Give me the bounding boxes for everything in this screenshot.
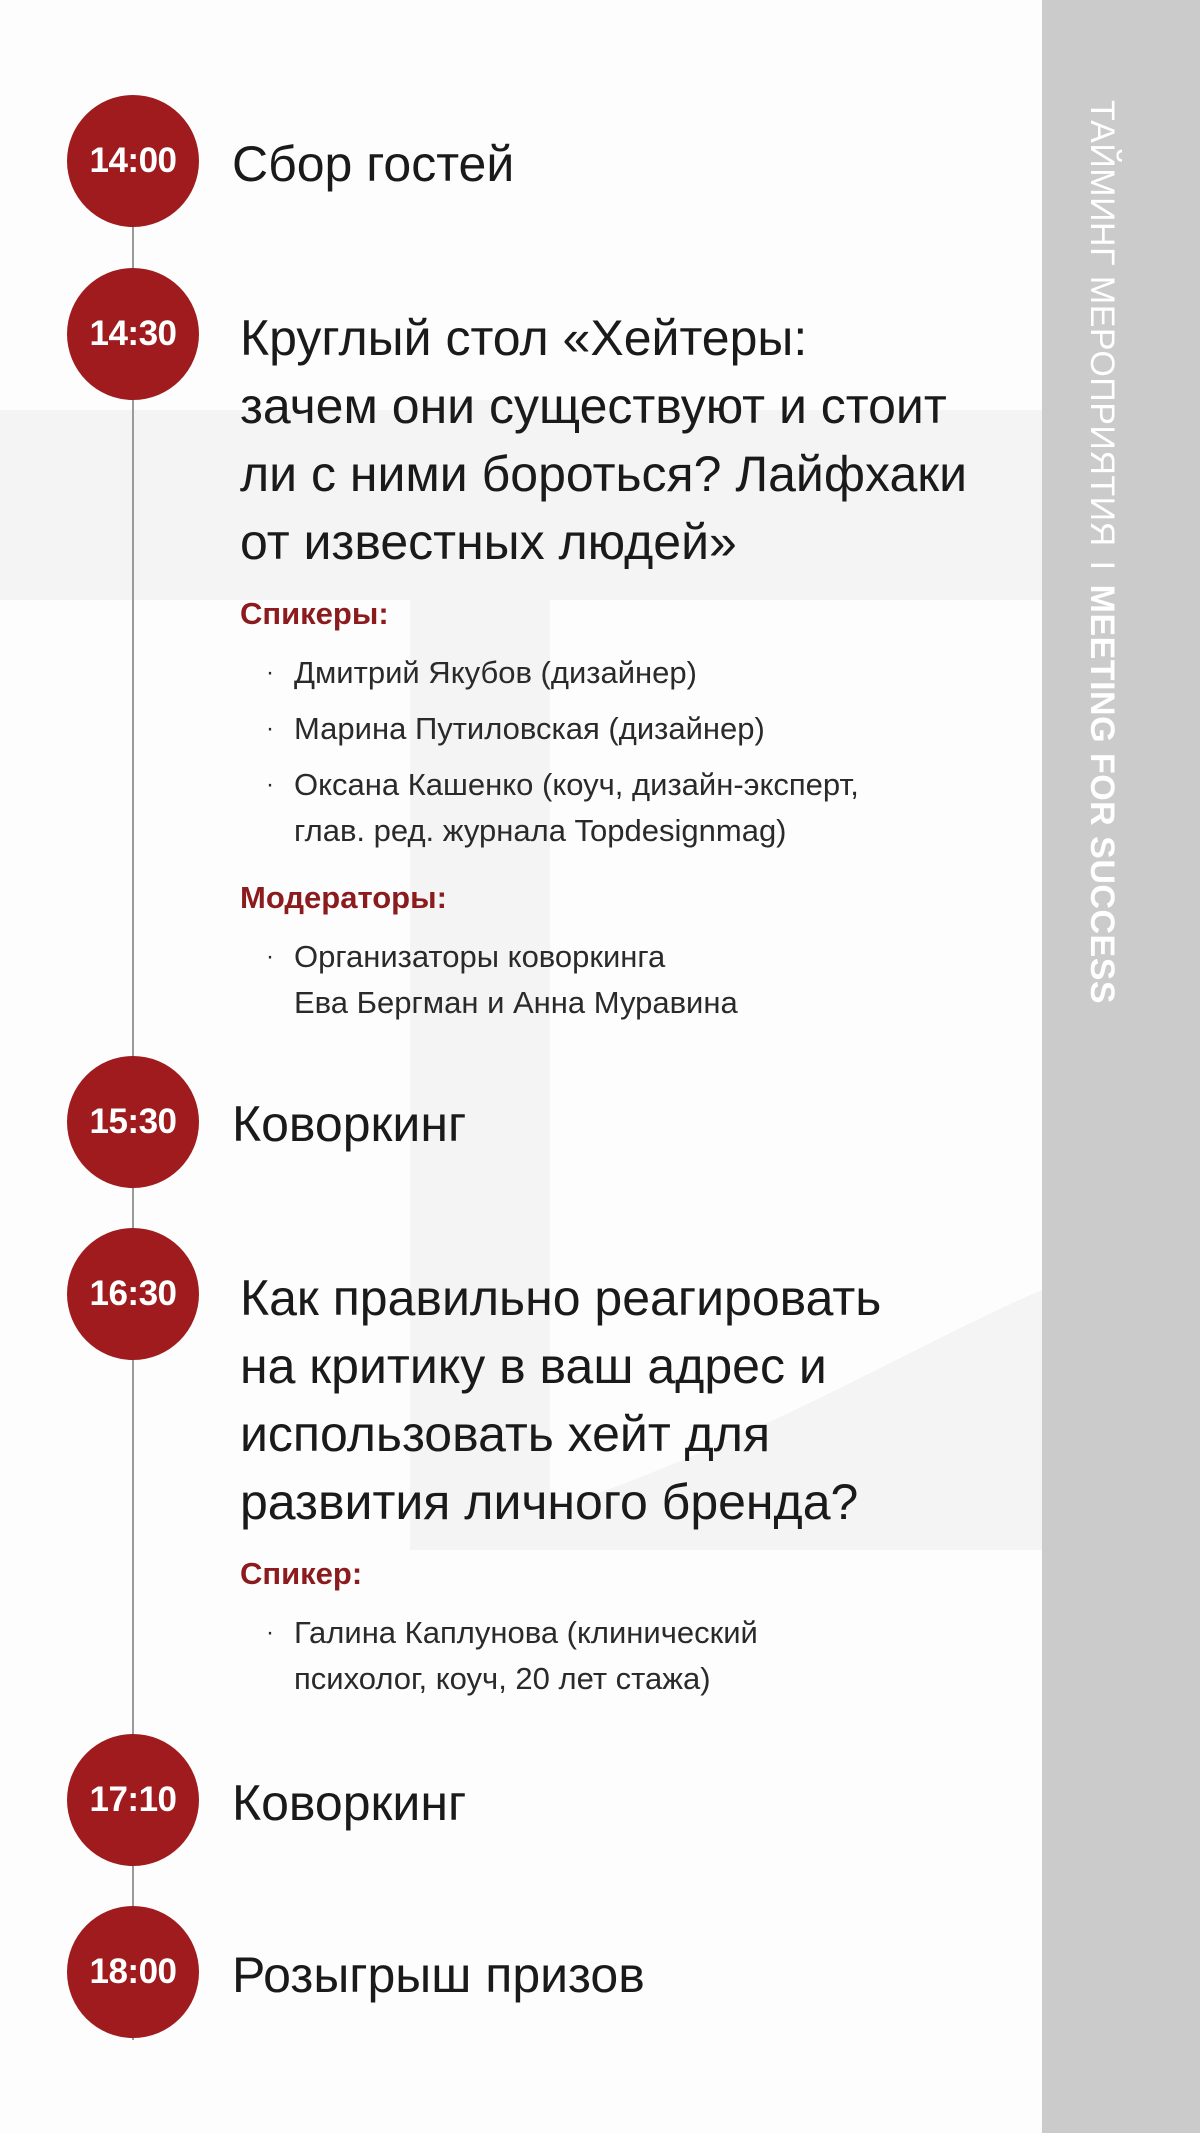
event-title	[232, 1090, 466, 1158]
bullet-dot: ·	[266, 1619, 274, 1646]
event-title-line: Розыгрыш призов	[232, 1947, 645, 2003]
speaker-line: психолог, коуч, 20 лет стажа)	[294, 1661, 711, 1696]
speaker-line: Марина Путиловская (дизайнер)	[294, 711, 765, 746]
moderator-line: Ева Бергман и Анна Муравина	[294, 985, 738, 1020]
speaker-item	[266, 706, 765, 752]
sidebar-title	[1082, 100, 1121, 1004]
time-badge: 17:10	[67, 1734, 199, 1866]
bullet-dot: ·	[266, 715, 274, 742]
sidebar-separator: I	[1083, 560, 1121, 571]
time-badge: 14:30	[67, 268, 199, 400]
event-title	[240, 1264, 881, 1536]
event-title-line: на критику в ваш адрес и	[240, 1338, 827, 1394]
event-title-line: Сбор гостей	[232, 136, 515, 192]
event-title-line: Коворкинг	[232, 1775, 467, 1831]
sidebar-title-bold: MEETING FOR SUCCESS	[1083, 584, 1121, 1005]
speakers-label: Спикер:	[240, 1556, 363, 1591]
moderators-label: Модераторы:	[240, 880, 447, 915]
moderator-item	[266, 934, 738, 1026]
moderator-line: Организаторы коворкинга	[294, 939, 666, 974]
bullet-dot: ·	[266, 943, 274, 970]
event-title-line: зачем они существуют и стоит	[240, 378, 947, 434]
event-title-line: Коворкинг	[232, 1096, 467, 1152]
speaker-item	[266, 1610, 758, 1702]
event-title-line: развития личного бренда?	[240, 1474, 859, 1530]
sidebar-title-light: ТАЙМИНГ МЕРОПРИЯТИЯ	[1083, 100, 1121, 547]
event-title-line: ли с ними бороться? Лайфхаки	[240, 446, 968, 502]
event-title	[232, 130, 514, 198]
event-title-line: от известных людей»	[240, 514, 737, 570]
event-title	[232, 1769, 466, 1837]
event-title	[232, 1941, 645, 2009]
time-badge: 15:30	[67, 1056, 199, 1188]
time-badge: 16:30	[67, 1228, 199, 1360]
speaker-item	[266, 650, 697, 696]
event-title-line: использовать хейт для	[240, 1406, 771, 1462]
event-title	[240, 304, 967, 576]
time-badge: 14:00	[67, 95, 199, 227]
time-badge: 18:00	[67, 1906, 199, 2038]
speaker-line: Оксана Кашенко (коуч, дизайн-эксперт,	[294, 767, 859, 802]
speaker-line: Галина Каплунова (клинический	[294, 1615, 758, 1650]
speaker-line: Дмитрий Якубов (дизайнер)	[294, 655, 697, 690]
bullet-dot: ·	[266, 771, 274, 798]
event-title-line: Как правильно реагировать	[240, 1270, 882, 1326]
sidebar-band	[1042, 0, 1200, 2133]
speakers-label: Спикеры:	[240, 596, 389, 631]
bullet-dot: ·	[266, 659, 274, 686]
speaker-line: глав. ред. журнала Topdesignmag)	[294, 813, 787, 848]
speaker-item	[266, 762, 859, 854]
event-title-line: Круглый стол «Хейтеры:	[240, 310, 808, 366]
